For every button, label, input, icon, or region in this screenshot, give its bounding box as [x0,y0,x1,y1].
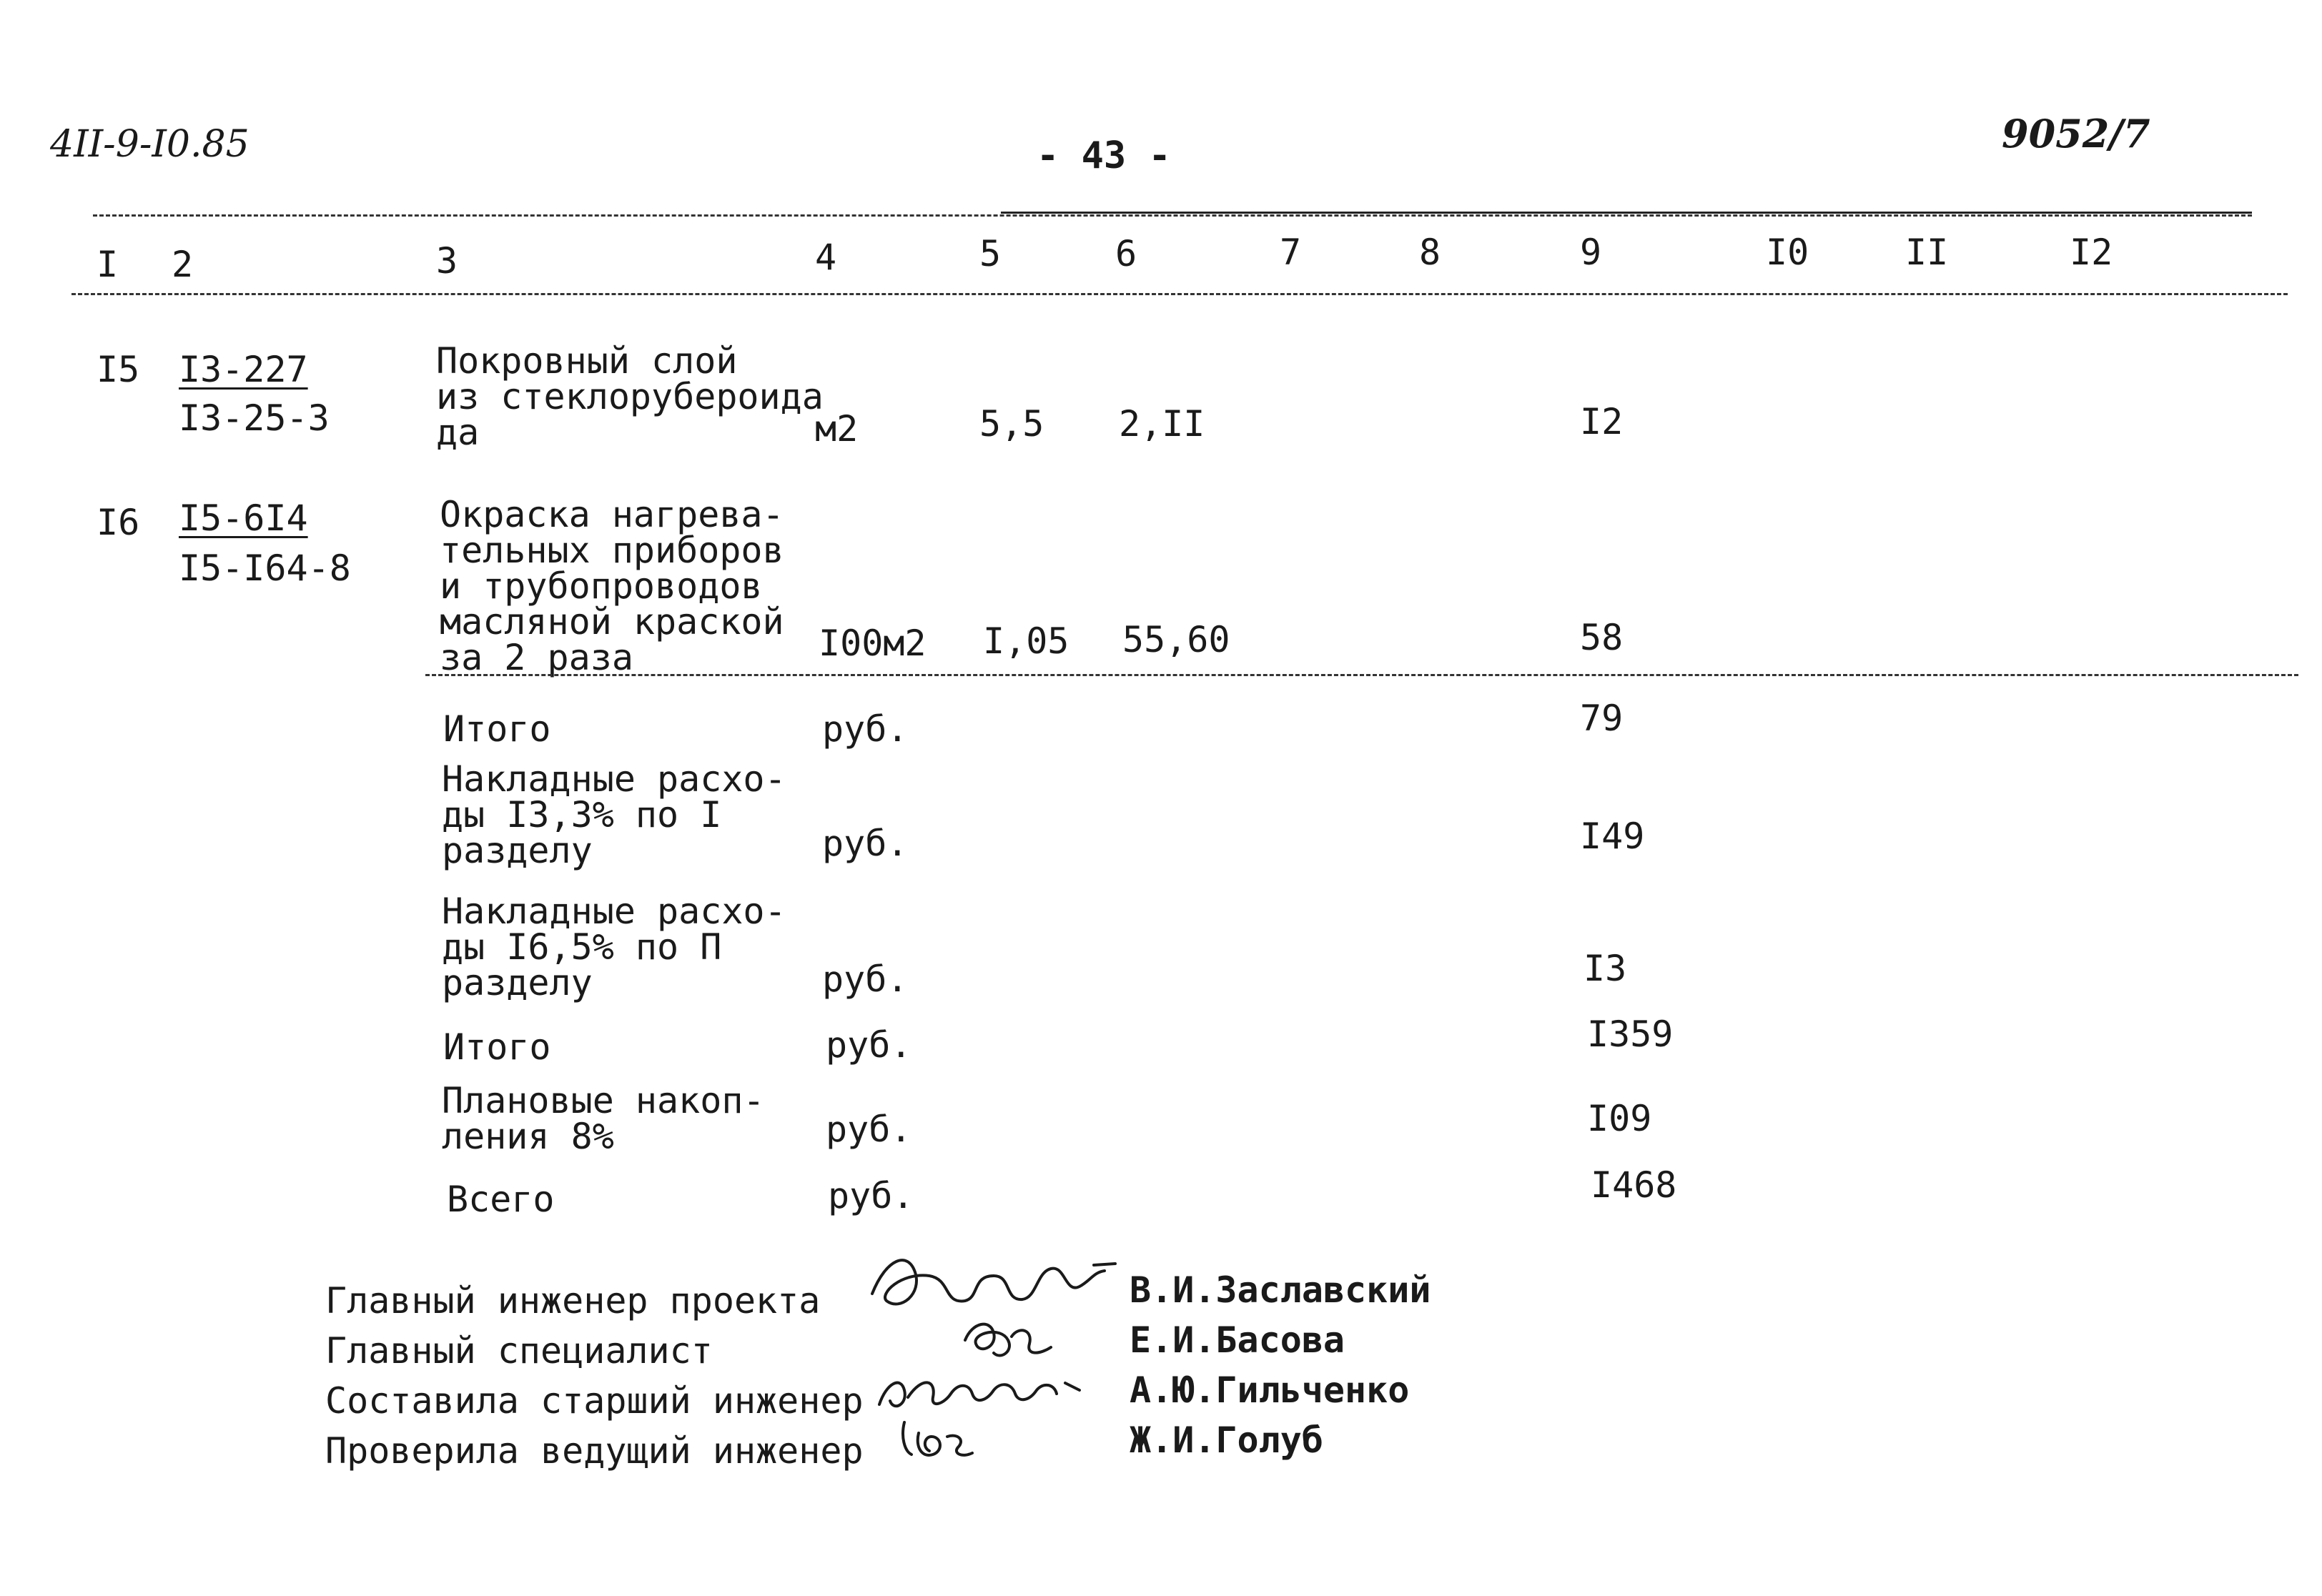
summary-label: Плановые накоп- ления 8% [442,1080,765,1157]
unit-price: 2,II [1119,403,1205,445]
summary-label: Итого [443,1026,551,1068]
norm-code-bottom: I3-25-3 [179,397,330,439]
column-header-7: 7 [1280,232,1302,273]
summary-unit: руб. [822,958,909,1000]
signatory-name: Е.И.Басова [1130,1319,1345,1361]
total-cost: 58 [1580,617,1624,658]
unit: I00м2 [819,623,927,664]
unit: м2 [815,408,859,450]
signature-role: Составила старший инженер [325,1380,864,1422]
work-description: Покровный слой из стеклорубероида да [436,340,824,453]
signature-role: Главный инженер проекта [325,1280,821,1322]
quantity: 5,5 [979,403,1044,445]
subtotal-rule [425,674,2298,676]
column-header-3: 3 [436,240,458,282]
handwritten-signature-1 [858,1244,1130,1322]
signatory-name: А.Ю.Гильченко [1130,1369,1410,1411]
column-header-6: 6 [1115,233,1137,274]
quantity: I,05 [983,620,1069,662]
column-header-4: 4 [815,237,837,278]
signatory-name: В.И.Заславский [1130,1269,1431,1311]
summary-total: I468 [1591,1164,1677,1206]
norm-code-top: I3-227 [179,349,308,390]
column-header-1: I [97,244,119,285]
signature-role: Проверила ведущий инженер [325,1430,864,1472]
column-header-11: II [1905,232,1949,273]
summary-unit: руб. [822,823,909,864]
document-code: 4II-9-I0.85 [50,123,250,166]
summary-total: I49 [1580,816,1645,857]
column-header-12: I2 [2070,232,2113,273]
summary-unit: руб. [828,1175,914,1216]
column-header-9: 9 [1580,232,1602,273]
summary-total: I359 [1587,1013,1674,1055]
column-header-2: 2 [172,244,194,285]
summary-label: Накладные расхо- ды I6,5% по П разделу [442,891,786,1003]
work-description: Окраска нагрева- тельных приборов и трубопроводов масляной краской за 2 раза [440,494,784,678]
column-header-8: 8 [1419,232,1441,273]
header-bottom-rule [71,293,2288,295]
summary-label: Накладные расхо- ды I3,3% по I разделу [442,758,786,871]
norm-code-top: I5-6I4 [179,497,308,539]
page-number: - 43 - [1037,134,1171,177]
signatory-name: Ж.И.Голуб [1130,1419,1323,1461]
unit-price: 55,60 [1122,619,1230,660]
summary-unit: руб. [822,708,909,750]
norm-code-bottom: I5-I64-8 [179,547,351,589]
header-top-rule-solid [1001,212,2252,214]
summary-total: I3 [1584,948,1627,989]
summary-label: Итого [443,708,551,750]
signature-role: Главный специалист [325,1330,713,1372]
summary-label: Всего [447,1179,555,1220]
summary-unit: руб. [826,1109,912,1150]
row-number: I6 [97,502,140,543]
summary-total: I09 [1587,1098,1652,1139]
summary-unit: руб. [826,1024,912,1066]
handwritten-signature-4 [890,1412,990,1469]
archive-number: 9052/7 [2002,111,2150,157]
row-number: I5 [97,349,140,390]
handwritten-signature-2 [951,1312,1065,1369]
column-header-5: 5 [979,233,1002,274]
summary-total: 79 [1580,698,1624,739]
column-header-10: I0 [1766,232,1809,273]
total-cost: I2 [1580,401,1624,442]
header-top-rule [93,214,2252,217]
handwritten-signature-3 [865,1362,1094,1419]
